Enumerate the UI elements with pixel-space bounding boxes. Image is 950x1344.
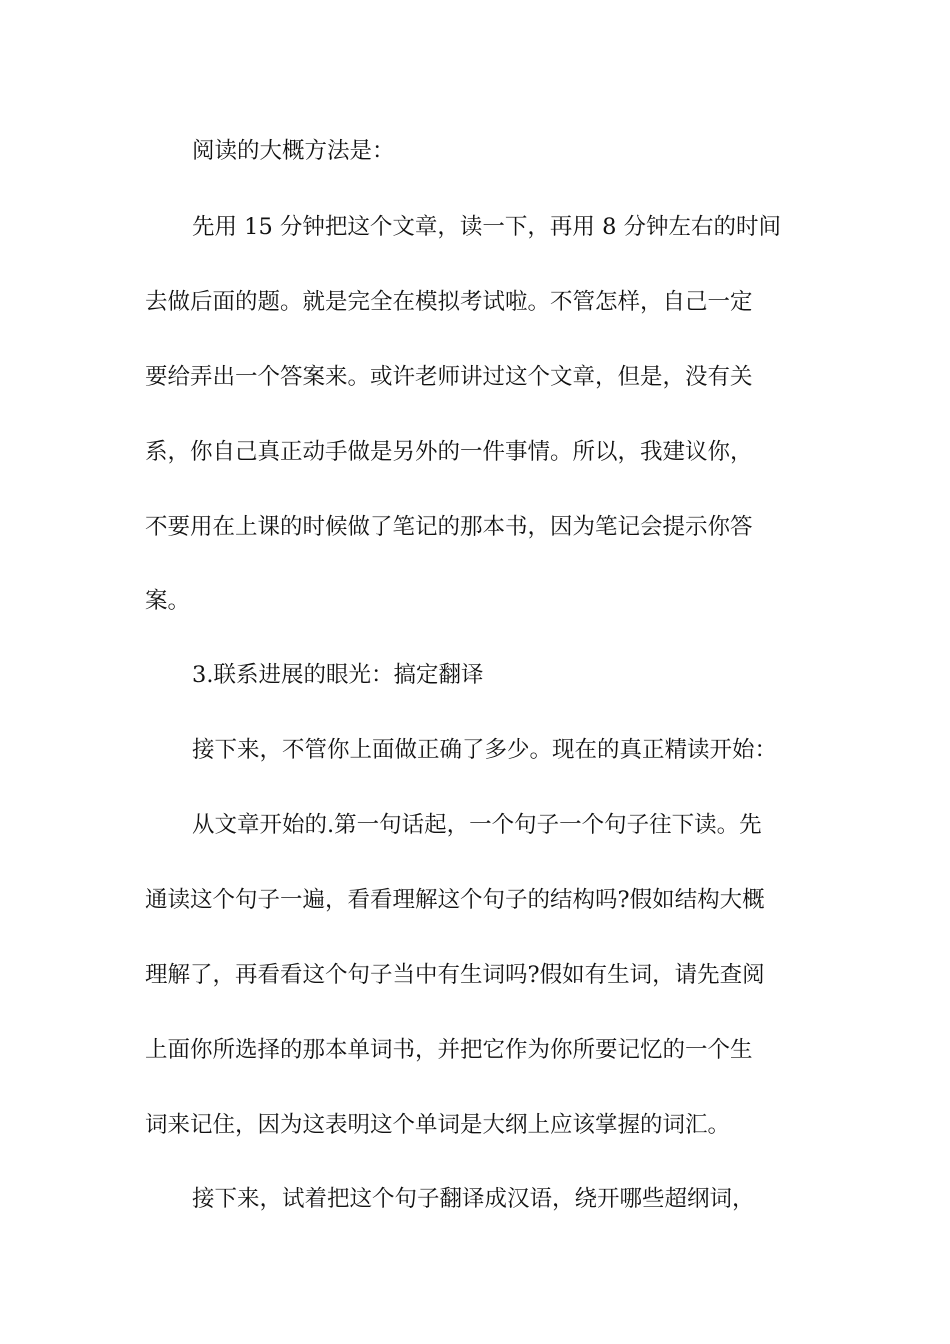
paragraph-line: 系，你自己真正动手做是另外的一件事情。所以，我建议你，	[145, 439, 753, 465]
paragraph-line: 从文章开始的.第一句话起，一个句子一个句子往下读。先	[192, 812, 762, 838]
paragraph-line: 不要用在上课的时候做了笔记的那本书，因为笔记会提示你答	[145, 514, 753, 540]
paragraph-line: 接下来，试着把这个句子翻译成汉语，绕开哪些超纲词，	[192, 1186, 755, 1212]
paragraph-line: 先用 15 分钟把这个文章，读一下，再用 8 分钟左右的时间	[192, 214, 782, 240]
paragraph-line: 阅读的大概方法是：	[192, 138, 395, 164]
paragraph-line: 去做后面的题。就是完全在模拟考试啦。不管怎样，自己一定	[145, 289, 753, 315]
paragraph-line: 通读这个句子一遍，看看理解这个句子的结构吗?假如结构大概	[145, 887, 765, 913]
paragraph-line: 案。	[145, 588, 191, 614]
paragraph-line: 理解了，再看看这个句子当中有生词吗?假如有生词，请先查阅	[145, 962, 765, 988]
section-heading: 3.联系进展的眼光：搞定翻译	[192, 662, 484, 688]
paragraph-line: 词来记住，因为这表明这个单词是大纲上应该掌握的词汇。	[145, 1112, 731, 1138]
paragraph-line: 接下来，不管你上面做正确了多少。现在的真正精读开始：	[192, 737, 778, 763]
paragraph-line: 上面你所选择的那本单词书，并把它作为你所要记忆的一个生	[145, 1037, 753, 1063]
paragraph-line: 要给弄出一个答案来。或许老师讲过这个文章，但是，没有关	[145, 364, 753, 390]
